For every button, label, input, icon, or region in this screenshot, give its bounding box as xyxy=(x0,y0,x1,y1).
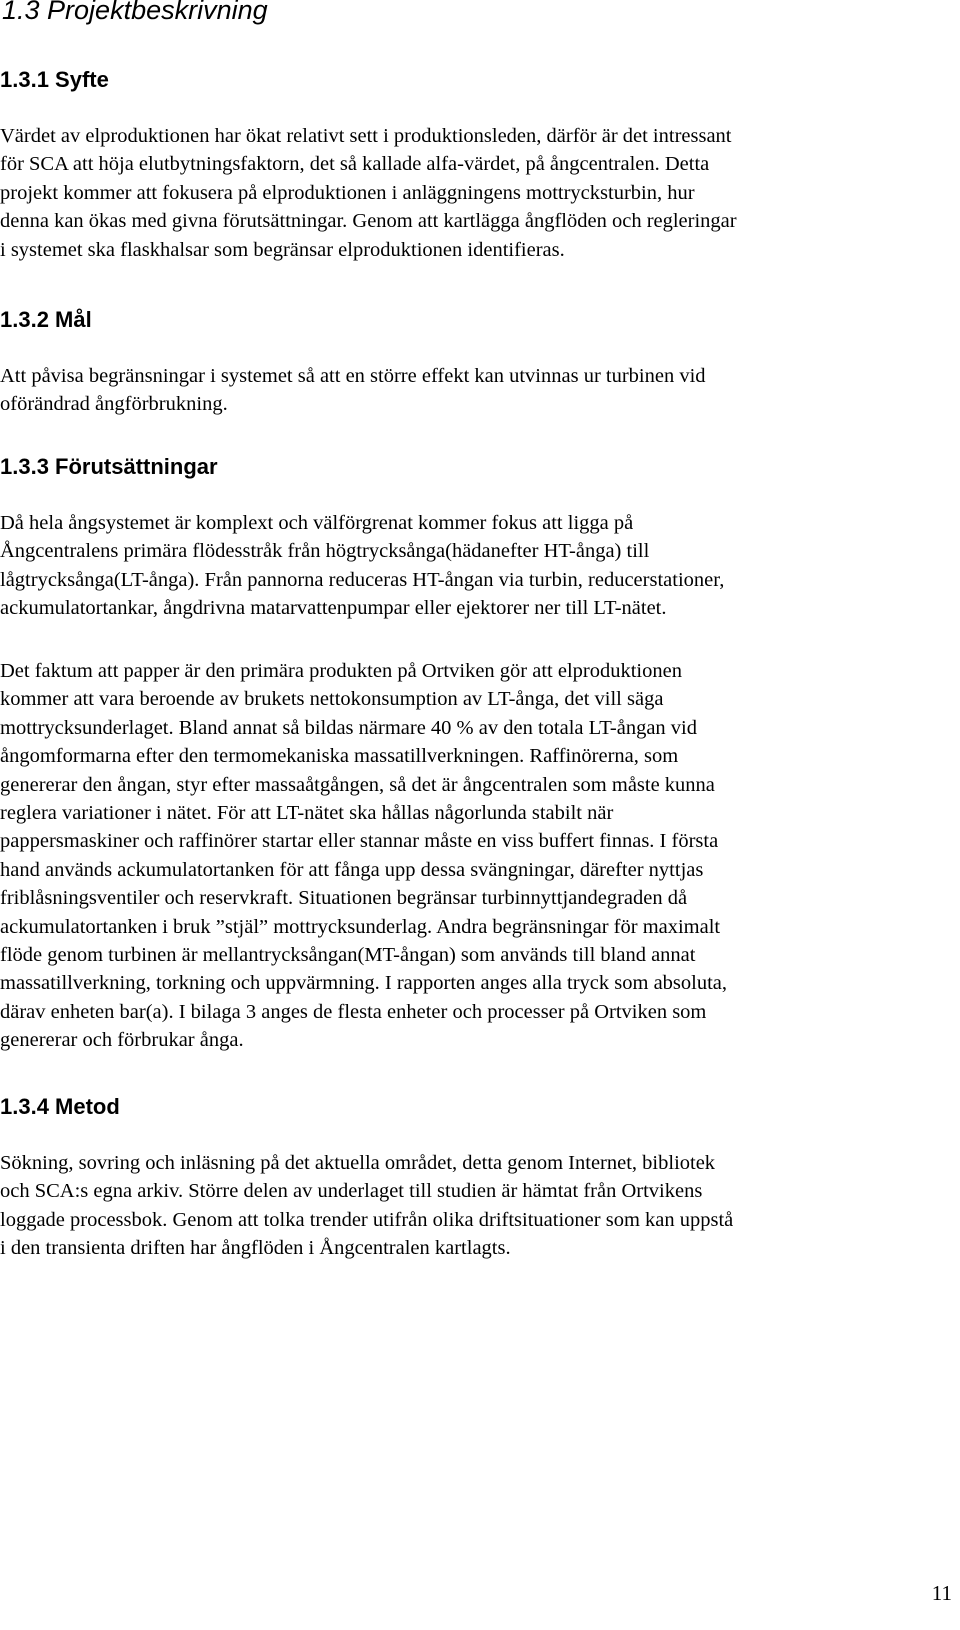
text-line: i systemet ska flaskhalsar som begränsar elproduktionen identifieras. xyxy=(0,238,565,261)
paragraph-syfte xyxy=(0,122,960,264)
text-line: genererar och förbrukar ånga. xyxy=(0,1029,244,1052)
paragraph-forutsattningar-1 xyxy=(0,509,960,623)
text-line: genererar den ångan, styr efter massaåtgången, så det är ångcentralen som måste kunna xyxy=(0,773,715,796)
text-line: Sökning, sovring och inläsning på det aktuella området, detta genom Internet, bibliotek xyxy=(0,1152,716,1174)
text-line: Att påvisa begränsningar i systemet så att en större effekt kan utvinnas ur turbinen vid xyxy=(0,365,706,387)
section-title: 1.3 Projektbeskrivning xyxy=(2,0,268,25)
heading-mal: 1.3.2 Mål xyxy=(0,307,92,332)
text-line: loggade processbok. Genom att tolka trender utifrån olika driftsituationer som kan uppstå xyxy=(0,1208,734,1231)
text-line: Ångcentralens primära flödesstråk från högtrycksånga(hädanefter HT-ånga) till xyxy=(0,540,650,563)
heading-syfte: 1.3.1 Syfte xyxy=(0,67,109,92)
paragraph-forutsattningar-2 xyxy=(0,657,960,1055)
text-line: projekt kommer att fokusera på elproduktionen i anläggningens mottrycksturbin, hur xyxy=(0,181,695,204)
text-line: Värdet av elproduktionen har ökat relativt sett i produktionsleden, därför är det intressant xyxy=(0,125,732,147)
text-line: lågtrycksånga(LT-ånga). Från pannorna reduceras HT-ångan via turbin, reducerstationer, xyxy=(0,568,725,591)
heading-forutsattningar: 1.3.3 Förutsättningar xyxy=(0,454,218,479)
text-line: pappersmaskiner och raffinörer startar eller stannar måste en viss buffert finnas. I första xyxy=(0,830,719,853)
text-line: Då hela ångsystemet är komplext och välförgrenat kommer fokus att ligga på xyxy=(0,512,634,534)
text-line: hand används ackumulatortanken för att fånga upp dessa svängningar, därefter nyttjas xyxy=(0,858,704,881)
text-line: denna kan ökas med givna förutsättningar. Genom att kartlägga ångflöden och regleringar xyxy=(0,210,737,233)
page-number: 11 xyxy=(931,1581,952,1605)
paragraph-metod xyxy=(0,1149,960,1263)
text-line: massatillverkning, torkning och uppvärmning. I rapporten anges alla tryck som absoluta, xyxy=(0,972,728,995)
text-line: i den transienta driften har ångflöden i Ångcentralen kartlagts. xyxy=(0,1237,511,1260)
text-line: ångomformarna efter den termomekaniska massatillverkningen. Raffinörerna, som xyxy=(0,745,679,768)
text-line: mottrycksunderlaget. Bland annat så bildas närmare 40 % av den totala LT-ångan vid xyxy=(0,716,697,739)
text-line: ackumulatortankar, ångdrivna matarvattenpumpar eller ejektorer ner till LT-nätet. xyxy=(0,597,667,620)
text-line: och SCA:s egna arkiv. Större delen av underlaget till studien är hämtat från Ortvikens xyxy=(0,1180,703,1203)
heading-metod: 1.3.4 Metod xyxy=(0,1094,120,1119)
text-line: därav enheten bar(a). I bilaga 3 anges de flesta enheter och processer på Ortviken som xyxy=(0,1000,707,1023)
text-line: reglera variationer i nätet. För att LT-nätet ska hållas någorlunda stabilt när xyxy=(0,802,614,825)
text-line: Det faktum att papper är den primära produkten på Ortviken gör att elproduktionen xyxy=(0,660,682,682)
text-line: oförändrad ångförbrukning. xyxy=(0,393,228,416)
text-line: friblåsningsventiler och reservkraft. Situationen begränsar turbinnyttjandegraden då xyxy=(0,887,688,910)
text-line: ackumulatortanken i bruk ”stjäl” mottrycksunderlag. Andra begränsningar för maximalt xyxy=(0,915,721,938)
paragraph-mal xyxy=(0,362,960,419)
text-line: för SCA att höja elutbytningsfaktorn, det så kallade alfa-värdet, på ångcentralen. Detta xyxy=(0,153,710,176)
text-line: kommer att vara beroende av brukets nettokonsumption av LT-ånga, det vill säga xyxy=(0,688,664,711)
text-line: flöde genom turbinen är mellantrycksångan(MT-ångan) som används till bland annat xyxy=(0,944,696,967)
